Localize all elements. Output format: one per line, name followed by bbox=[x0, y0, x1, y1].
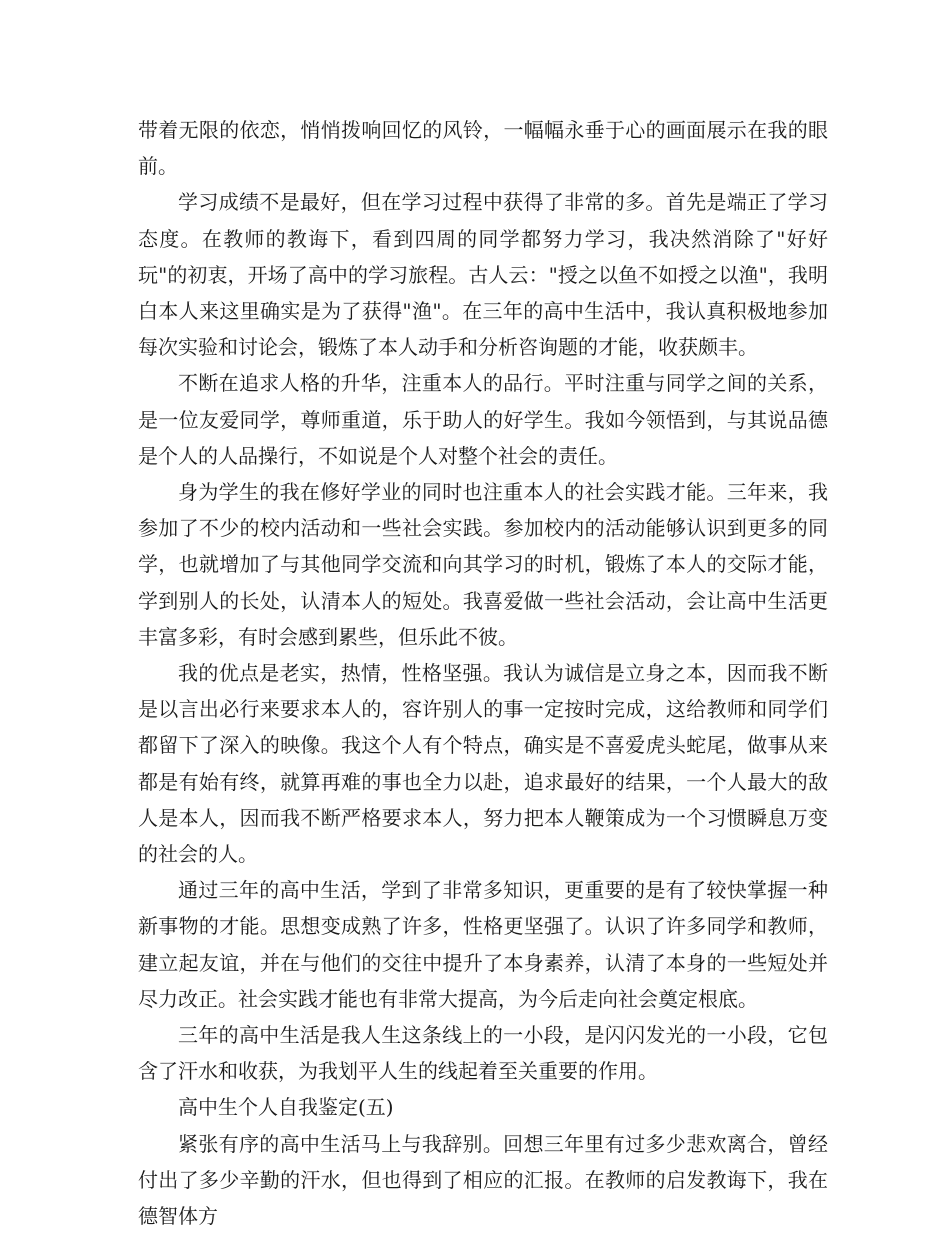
paragraph-section-five-intro: 紧张有序的高中生活马上与我辞别。回想三年里有过多少悲欢离合，曾经付出了多少辛勤的汗水，但也得到了相应的汇报。在教师的启发教诲下，我在德智体方 bbox=[138, 1131, 828, 1229]
paragraph-strengths: 我的优点是老实，热情，性格坚强。我认为诚信是立身之本，因而我不断是以言出必行来要求本人的，容许别人的事一定按时完成，这给教师和同学们都留下了深入的映像。我这个人有个特点，确实是不喜爱虎头蛇尾，做事从来都是有始有终，就算再难的事也全力以赴，追求最好的结果，一个人最大的敌人是本人，因而我不断严格要求本人，努力把本人鞭策成为一个习惯瞬息万变的社会的人。 bbox=[138, 661, 828, 867]
section-heading: 高中生个人自我鉴定(五) bbox=[178, 1095, 394, 1120]
document-body bbox=[138, 112, 828, 1234]
paragraph-character: 不断在追求人格的升华，注重本人的品行。平时注重与同学之间的关系，是一位友爱同学，尊师重道，乐于助人的好学生。我如今领悟到，与其说品德是个人的人品操行，不如说是个人对整个社会的责任。 bbox=[138, 371, 828, 468]
paragraph-growth: 通过三年的高中生活，学到了非常多知识，更重要的是有了较快掌握一种新事物的才能。思想变成熟了许多，性格更坚强了。认识了许多同学和教师，建立起友谊，并在与他们的交往中提升了本身素养，认清了本身的一些短处并尽力改正。社会实践才能也有非常大提高，为今后走向社会奠定根底。 bbox=[138, 878, 828, 1011]
paragraph-study: 学习成绩不是最好，但在学习过程中获得了非常的多。首先是端正了学习态度。在教师的教诲下，看到四周的同学都努力学习，我决然消除了"好好玩"的初衷，开场了高中的学习旅程。古人云："授之以鱼不如授之以渔"，我明白本人来这里确实是为了获得"渔"。在三年的高中生活中，我认真积极地参加每次实验和讨论会，锻炼了本人动手和分析咨询题的才能，收获颇丰。 bbox=[138, 190, 828, 360]
paragraph-summary: 三年的高中生活是我人生这条线上的一小段，是闪闪发光的一小段，它包含了汗水和收获，为我划平人生的线起着至关重要的作用。 bbox=[138, 1023, 828, 1084]
paragraph-continuation: 带着无限的依恋，悄悄拨响回忆的风铃，一幅幅永垂于心的画面展示在我的眼前。 bbox=[138, 118, 828, 179]
paragraph-social-practice: 身为学生的我在修好学业的同时也注重本人的社会实践才能。三年来，我参加了不少的校内活动和一些社会实践。参加校内的活动能够认识到更多的同学，也就增加了与其他同学交流和向其学习的时机，锻炼了本人的交际才能，学到别人的长处，认清本人的短处。我喜爱做一些社会活动，会让高中生活更丰富多彩，有时会感到累些，但乐此不彼。 bbox=[138, 480, 828, 649]
